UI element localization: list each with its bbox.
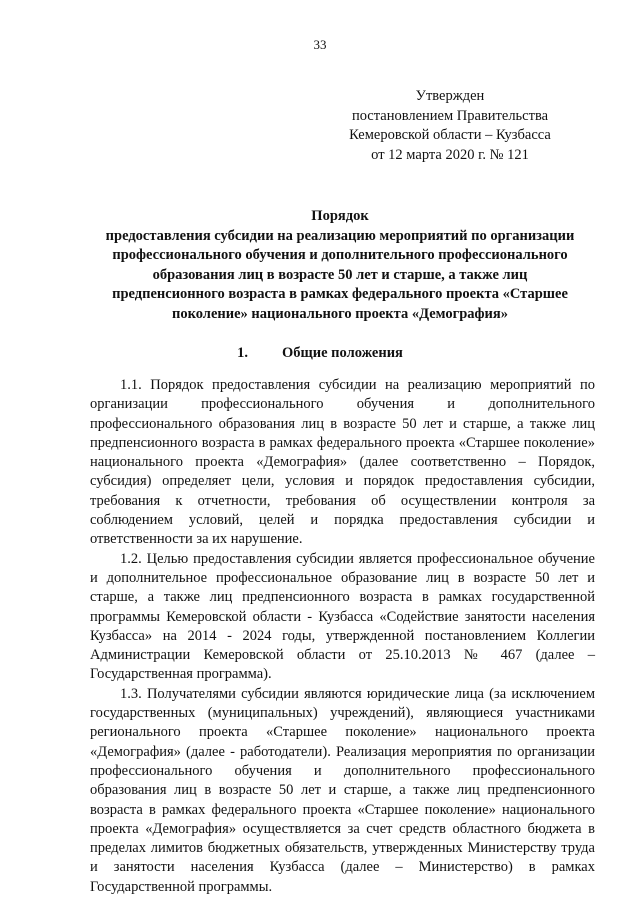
title-line: образования лиц в возрасте 50 лет и старше, а также лиц [152,266,528,283]
section-number: 1. [237,345,248,361]
approval-line: постановлением Правительства [351,107,549,124]
approval-block [330,87,570,165]
paragraph: 1.1. Порядок предоставления субсидии на реализацию мероприятий по организации профессионального обучения и дополнительного профессионального образования лиц в возрасте 50 лет и старше, а также лиц предпенсионного возраста в рамках федерального проекта «Старшее поколение» национального проекта «Демография» (далее соответственно – Порядок, субсидия) определяет цели, условия и порядок предоставления субсидии, требования к отчетности, требования об осуществлении контроля за соблюдением условий, целей и порядка предоставления субсидии и ответственности за их нарушение. [90,377,595,548]
title-line: предпенсионного возраста в рамках федерального проекта «Старшее [112,286,568,302]
title-line: предоставления субсидии на реализацию мероприятий по организации [105,227,575,244]
body-text [90,376,595,897]
approval-line: от 12 марта 2020 г. № 121 [371,146,529,163]
document-title [70,207,610,324]
approval-line: Утвержден [415,88,485,104]
title-line: Порядок [311,208,369,224]
section-heading [0,345,640,362]
section-title: Общие положения [281,345,403,361]
title-line: поколение» национального проекта «Демография» [171,305,508,322]
title-line: профессионального обучения и дополнительного профессионального [112,247,568,263]
paragraph: 1.3. Получателями субсидии являются юридические лица (за исключением государственных (муниципальных) учреждений), являющиеся участниками регионального проекта «Старшее поколение» национального проекта «Демография» (далее - работодатели). Реализация мероприятия по организации профессионального обучения и дополнительного профессионального образования лиц в возрасте 50 лет и старше, а также лиц предпенсионного возраста в рамках федерального проекта «Старшее поколение» национального проекта «Демография» осуществляется за счет средств областного бюджета в пределах лимитов бюджетных обязательств, утвержденных Министерству труда и занятости населения Кузбасса (далее – Министерство) в рамках Государственной программы. [90,685,595,895]
paragraph: 1.2. Целью предоставления субсидии является профессиональное обучение и дополнительное профессиональное образование лиц в возрасте 50 лет и старше, а также лиц предпенсионного возраста в рамках государственной программы Кемеровской области - Кузбасса «Содействие занятости населения Кузбасса» на 2014 - 2024 годы, утвержденной постановлением Коллегии Администрации Кемеровской области от 25.10.2013 № 467 (далее – Государственная программа). [90,550,595,683]
approval-line: Кемеровской области – Кузбасса [349,127,551,143]
page-number: 33 [313,37,327,52]
